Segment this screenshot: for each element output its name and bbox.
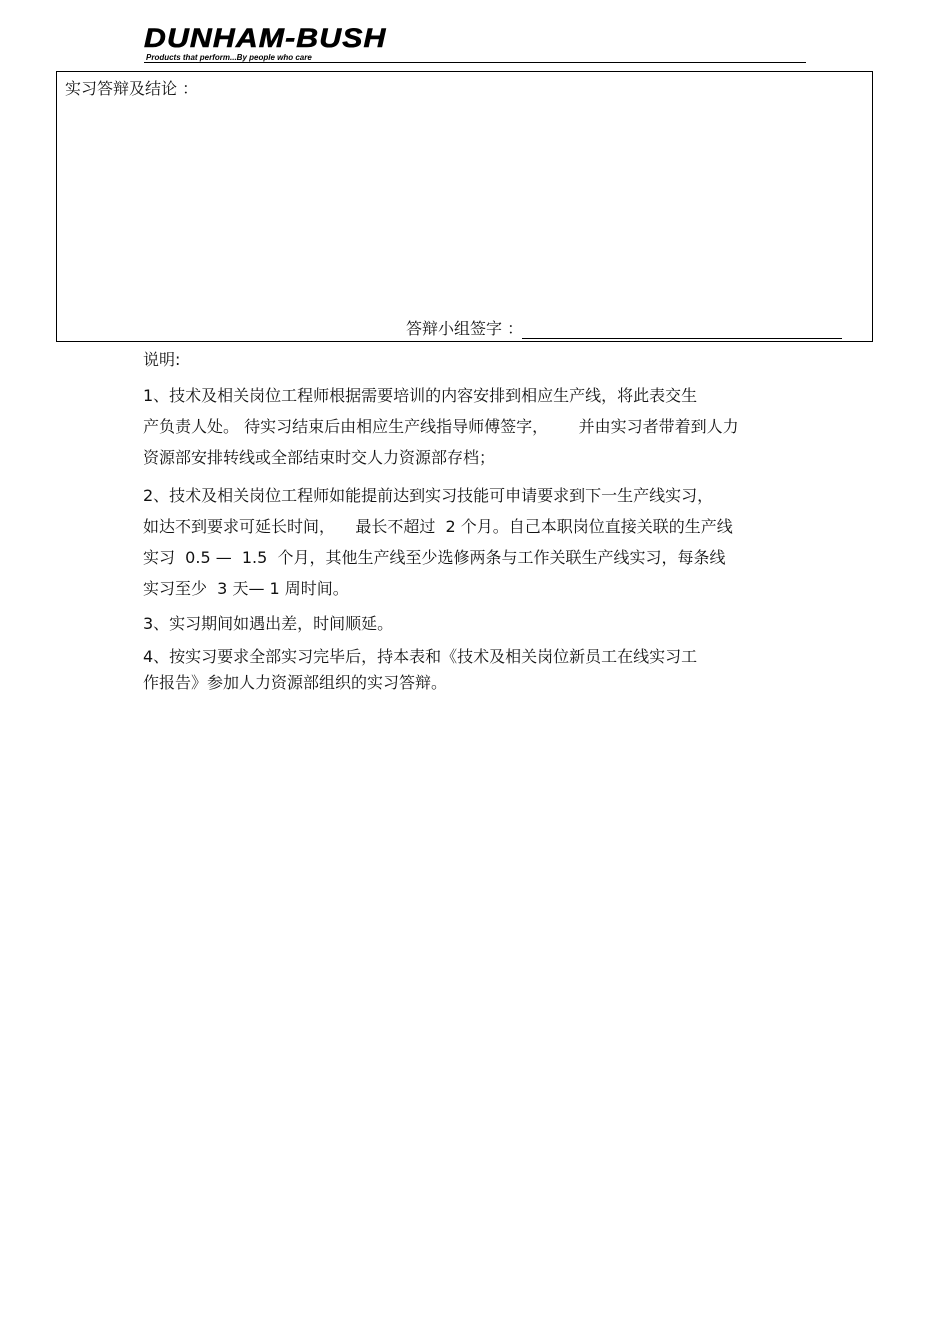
conclusion-label: 实习答辩及结论 ： — [65, 79, 199, 98]
notes-section — [143, 350, 823, 703]
note-line: 如达不到要求可延长时间， 最长不超过 2 个月。自己本职岗位直接关联的生产线 — [143, 517, 733, 536]
note-item-2 — [143, 480, 823, 604]
note-line: 作报告》参加人力资源部组织的实习答辩。 — [143, 673, 448, 692]
note-line: 2、技术及相关岗位工程师如能提前达到实习技能可申请要求到下一生产线实习， — [143, 486, 714, 505]
note-line: 资源部安排转线或全部结束时交人力资源部存档； — [143, 448, 496, 467]
signature-label: 答辩小组签字 ： — [406, 319, 524, 338]
notes-heading: 说明: — [143, 350, 181, 369]
logo-wordmark: DUNHAM-BUSH — [144, 23, 387, 53]
note-line: 1、技术及相关岗位工程师根据需要培训的内容安排到相应生产线，将此表交生 — [143, 386, 698, 405]
note-line: 3、实习期间如遇出差，时间顺延。 — [143, 614, 394, 633]
note-line: 实习至少 3 天— 1 周时间。 — [143, 579, 349, 598]
note-line: 产负责人处。 待实习结束后由相应生产线指导师傅签字， 并由实习者带着到人力 — [143, 417, 739, 436]
note-item-3 — [143, 611, 823, 637]
company-logo — [144, 24, 444, 64]
note-item-4 — [143, 644, 823, 696]
note-line: 4、按实习要求全部实习完毕后，持本表和《技术及相关岗位新员工在线实习工 — [143, 647, 698, 666]
signature-line[interactable] — [522, 338, 842, 339]
note-item-1 — [143, 380, 823, 473]
logo-tagline: Products that perform...By people who care — [146, 53, 312, 62]
header-divider — [144, 62, 806, 63]
conclusion-box — [56, 71, 873, 342]
note-line: 实习 0.5 — 1.5 个月，其他生产线至少选修两条与工作关联生产线实习，每条线 — [143, 548, 726, 567]
